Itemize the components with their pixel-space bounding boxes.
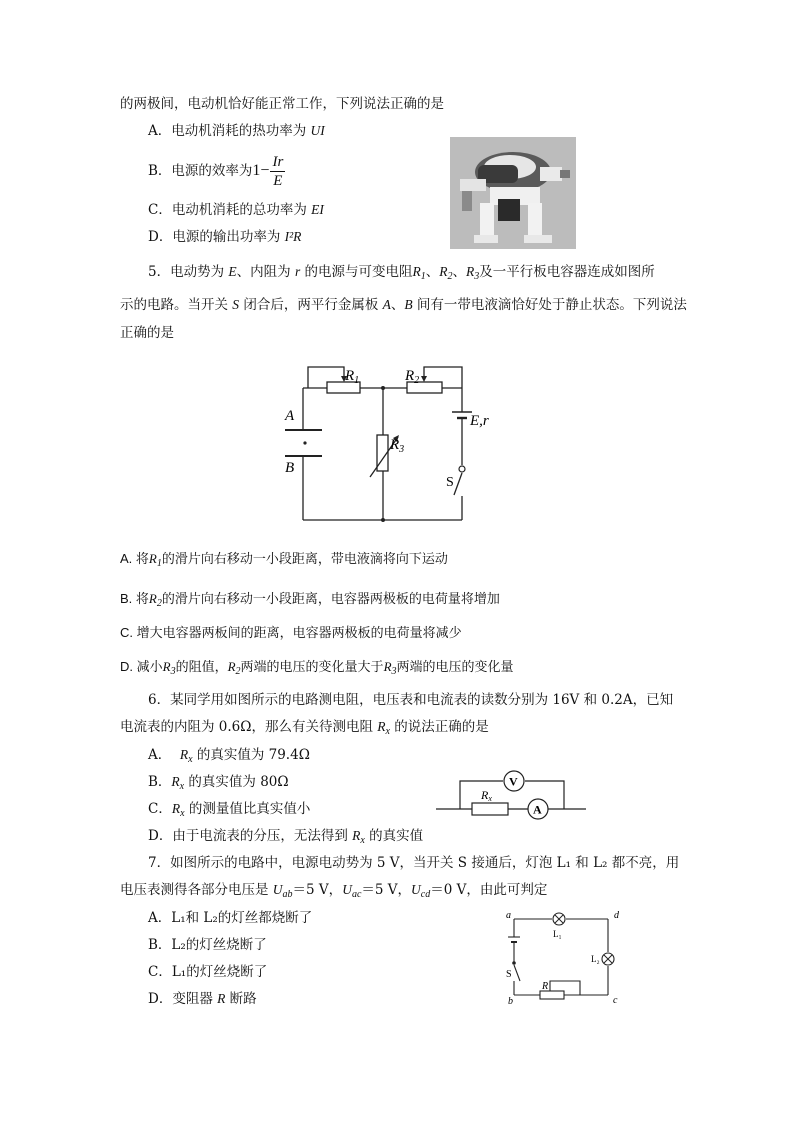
text: ＝5 V， xyxy=(292,882,343,898)
voltmeter-label: V xyxy=(509,774,518,789)
lamp-l1-label: L₁ xyxy=(553,929,562,939)
text: 示的电路。当开关 xyxy=(120,297,233,313)
text: 的真实值 xyxy=(364,828,424,844)
text: D. 减小 xyxy=(120,659,163,674)
subscript: x xyxy=(188,754,193,765)
source-label: E,r xyxy=(470,413,489,429)
plate-b-label: B xyxy=(285,460,295,476)
subscript: x xyxy=(385,726,390,737)
charged-droplet xyxy=(303,441,306,444)
math-symbol: U xyxy=(272,882,283,897)
q7-option-c: C．L₁的灯丝烧断了 xyxy=(148,964,268,980)
option-text: C．电动机消耗的总功率为 xyxy=(148,202,312,218)
q6-option-a xyxy=(148,745,310,770)
q7-option-b: B．L₂的灯丝烧断了 xyxy=(148,937,267,953)
text: 的真实值为 79.4Ω xyxy=(192,747,310,763)
math-symbol: R xyxy=(466,264,475,279)
text: 断路 xyxy=(225,991,257,1007)
q4-option-b xyxy=(148,150,285,192)
math-symbol: R xyxy=(148,591,157,606)
rheostat-r xyxy=(540,991,564,999)
text: 电压表测得各部分电压是 xyxy=(120,882,273,898)
text: 及一平行板电容器连成如图所 xyxy=(479,264,655,280)
plate-a-label: A xyxy=(285,408,295,424)
node-b-label: b xyxy=(508,996,513,1007)
q6-option-d xyxy=(148,826,423,851)
subscript: 2 xyxy=(156,598,162,609)
fraction xyxy=(270,153,285,190)
q6-option-c xyxy=(148,799,310,824)
text: 、 xyxy=(452,264,466,280)
q5-option-b xyxy=(120,589,500,614)
q5-circuit-diagram xyxy=(270,355,510,530)
text: 的电源与可变电阻 xyxy=(300,264,413,280)
text: A. 将 xyxy=(120,551,149,566)
text: B． xyxy=(148,774,172,790)
text: 、 xyxy=(425,264,440,280)
q5-line-3: 正确的是 xyxy=(120,325,174,341)
text: 、内阻为 xyxy=(236,264,295,280)
ammeter-label: A xyxy=(533,802,542,817)
text: A． xyxy=(148,747,180,763)
text: ＝5 V， xyxy=(361,882,412,898)
robot-motor-photo xyxy=(450,137,576,249)
math-symbol: R xyxy=(377,719,386,734)
fraction-denominator: E xyxy=(273,173,283,189)
text: 两端的电压的变化量大于 xyxy=(240,659,384,674)
text: 的说法正确的是 xyxy=(389,719,489,735)
math-symbol: E xyxy=(228,264,237,279)
q6-line-2 xyxy=(120,717,489,742)
subscript: 1 xyxy=(420,271,426,282)
q5-line-1 xyxy=(148,262,655,287)
q5-option-c: C. 增大电容器两板间的距离，电容器两极板的电荷量将减少 xyxy=(120,625,462,640)
q7-line-1: 7．如图所示的电路中，电源电动势为 5 V，当开关 S 接通后，灯泡 L₁ 和 L₂ 都不亮，用 xyxy=(148,855,680,871)
lamp-l2-label: L₂ xyxy=(591,954,600,964)
math-symbol: R xyxy=(179,747,189,762)
text: C． xyxy=(148,801,172,817)
q5-option-a xyxy=(120,549,448,574)
r2-label: $R_2$ xyxy=(405,368,420,386)
text: D．由于电流表的分压，无法得到 xyxy=(148,828,353,844)
math-symbol: R xyxy=(171,801,181,816)
fraction-numerator: Ir xyxy=(272,154,284,170)
text: 的测量值比真实值小 xyxy=(184,801,311,817)
r1-label: $R_1$ xyxy=(345,368,360,386)
q6-line-1: 6．某同学用如图所示的电路测电阻，电压表和电流表的读数分别为 16V 和 0.2A，已知 xyxy=(148,692,674,708)
text: D．变阻器 xyxy=(148,991,218,1007)
text: B. 将 xyxy=(120,591,149,606)
text: 、 xyxy=(390,297,405,313)
rx-resistor xyxy=(472,803,508,815)
option-text: B．电源的效率为 xyxy=(148,163,253,179)
subscript: 3 xyxy=(391,666,397,677)
math-symbol: U xyxy=(342,882,352,897)
subscript: ab xyxy=(282,889,293,900)
math-symbol: U xyxy=(411,882,421,897)
subscript: 3 xyxy=(170,666,176,677)
subscript: ac xyxy=(351,889,362,900)
subscript: cd xyxy=(420,889,431,900)
math-symbol: R xyxy=(412,264,421,279)
text: 闭合后，两平行金属板 xyxy=(239,297,383,313)
math-symbol: A xyxy=(382,297,391,312)
subscript: x xyxy=(180,808,185,819)
text: 的滑片向右移动一小段距离，电容器两极板的电荷量将增加 xyxy=(161,591,500,606)
q7-line-2 xyxy=(120,880,547,905)
subscript: 2 xyxy=(447,271,453,282)
switch-label: S xyxy=(446,475,454,490)
q6-circuit-diagram xyxy=(430,765,590,825)
q4-option-d xyxy=(148,227,301,247)
math-symbol: B xyxy=(404,297,413,312)
text: 的滑片向右移动一小段距离，带电液滴将向下运动 xyxy=(161,551,448,566)
text: 5．电动势为 xyxy=(148,264,229,280)
option-text: A．电动机消耗的热功率为 xyxy=(148,123,311,139)
math-symbol: R xyxy=(148,551,157,566)
math-symbol: R xyxy=(217,991,226,1006)
math-expression: UI xyxy=(310,123,325,138)
q5-option-d xyxy=(120,657,514,682)
node-d-label: d xyxy=(614,910,619,921)
text: 两端的电压的变化量 xyxy=(396,659,514,674)
math-expression: EI xyxy=(311,202,324,217)
math-symbol: R xyxy=(227,659,236,674)
subscript: x xyxy=(179,781,185,792)
subscript: 1 xyxy=(156,558,162,569)
rheostat-label: R xyxy=(542,981,549,992)
q7-option-a: A．L₁和 L₂的灯丝都烧断了 xyxy=(148,910,313,926)
subscript: x xyxy=(360,835,365,846)
q7-circuit-diagram xyxy=(500,905,635,1007)
text: ＝0 V，由此可判定 xyxy=(430,882,548,898)
math-symbol: R xyxy=(439,264,448,279)
q4-option-a xyxy=(148,121,325,141)
text: 电流表的内阻为 0.6Ω，那么有关待测电阻 xyxy=(120,719,378,735)
text: 间有一带电液滴恰好处于静止状态。下列说法 xyxy=(412,297,687,313)
q4-option-c xyxy=(148,200,324,220)
text: 的阻值， xyxy=(175,659,228,674)
node-a-label: a xyxy=(506,910,511,921)
switch-s-label: S xyxy=(506,969,512,980)
r3-label: $R_3$ xyxy=(390,437,405,455)
subscript: 2 xyxy=(235,666,241,677)
subscript: 3 xyxy=(474,271,480,282)
math-symbol: R xyxy=(352,828,361,843)
math-symbol: R xyxy=(162,659,171,674)
math-expression: I²R xyxy=(284,229,302,244)
math-symbol: r xyxy=(294,264,301,279)
q7-option-d xyxy=(148,989,257,1009)
option-text: D．电源的输出功率为 xyxy=(148,229,285,245)
q6-option-b xyxy=(148,772,289,797)
robot-illustration xyxy=(450,137,576,249)
math-symbol: S xyxy=(232,297,240,312)
math-symbol: R xyxy=(171,774,180,789)
node-c-label: c xyxy=(613,995,618,1006)
question-4-intro-line: 的两极间，电动机恰好能正常工作，下列说法正确的是 xyxy=(120,96,444,112)
math-expression: 1− xyxy=(252,162,270,179)
text: 的真实值为 80Ω xyxy=(184,774,289,790)
q5-line-2 xyxy=(120,295,687,315)
math-symbol: R xyxy=(383,659,392,674)
rx-label: Rx xyxy=(481,788,492,803)
